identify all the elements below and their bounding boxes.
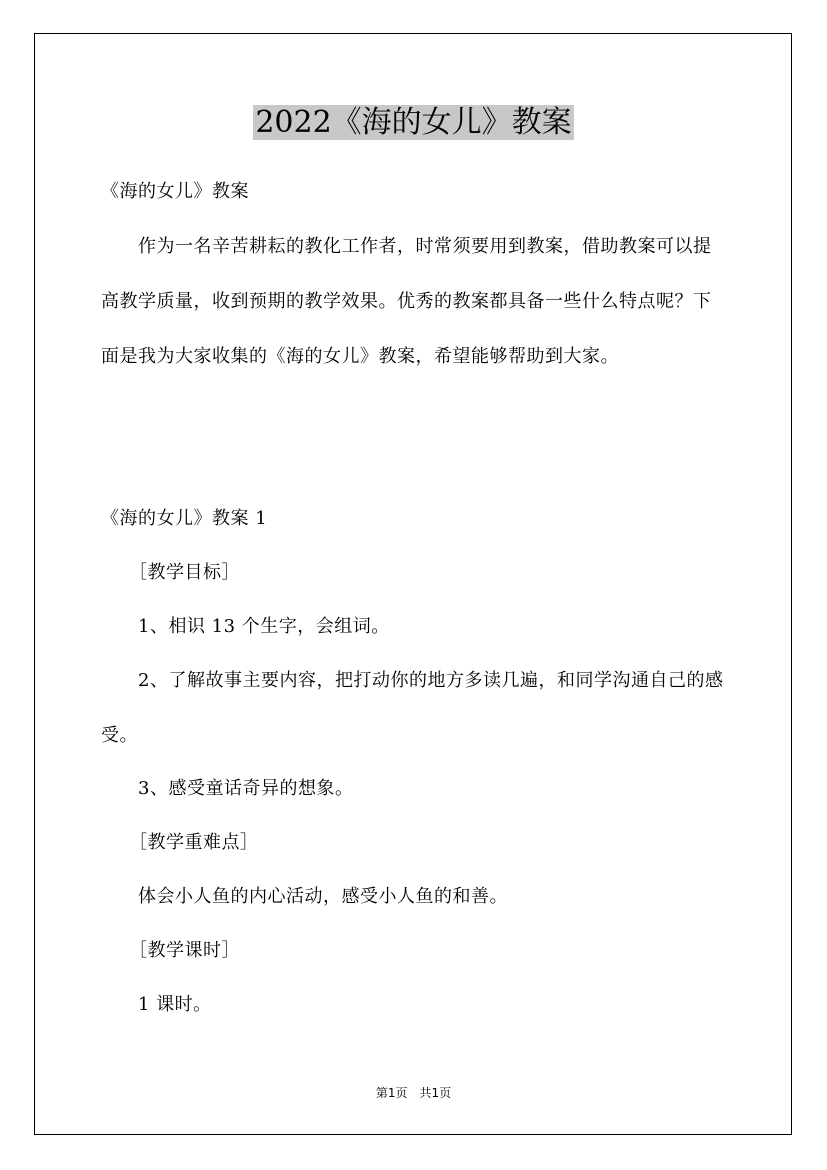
subtitle: 《海的女儿》教案 (101, 181, 249, 202)
goal-item-2: 2、了解故事主要内容，把打动你的地方多读几遍，和同学沟通自己的感受。 (101, 670, 724, 746)
time-text: 1 课时。 (101, 994, 212, 1015)
goal-item-1: 1、相识 13 个生字，会组词。 (101, 616, 390, 637)
goal-heading: ［教学目标］ (101, 562, 240, 583)
goal-item-3: 3、感受童话奇异的想象。 (101, 778, 354, 799)
intro-paragraph: 作为一名辛苦耕耘的教化工作者，时常须要用到教案，借助教案可以提高教学质量，收到预期的教学效果。优秀的教案都具备一些什么特点呢？下面是我为大家收集的《海的女儿》教案，希望能够帮助到大家。 (101, 236, 712, 367)
key-text: 体会小人鱼的内心活动，感受小人鱼的和善。 (101, 886, 508, 907)
section-heading: 《海的女儿》教案 1 (101, 508, 268, 529)
document-title (0, 104, 827, 142)
page-number: 第1页 共1页 (375, 1086, 452, 1100)
title-text: 2022《海的女儿》教案 (255, 105, 572, 140)
time-heading: ［教学课时］ (101, 940, 240, 961)
key-heading: ［教学重难点］ (101, 832, 259, 853)
